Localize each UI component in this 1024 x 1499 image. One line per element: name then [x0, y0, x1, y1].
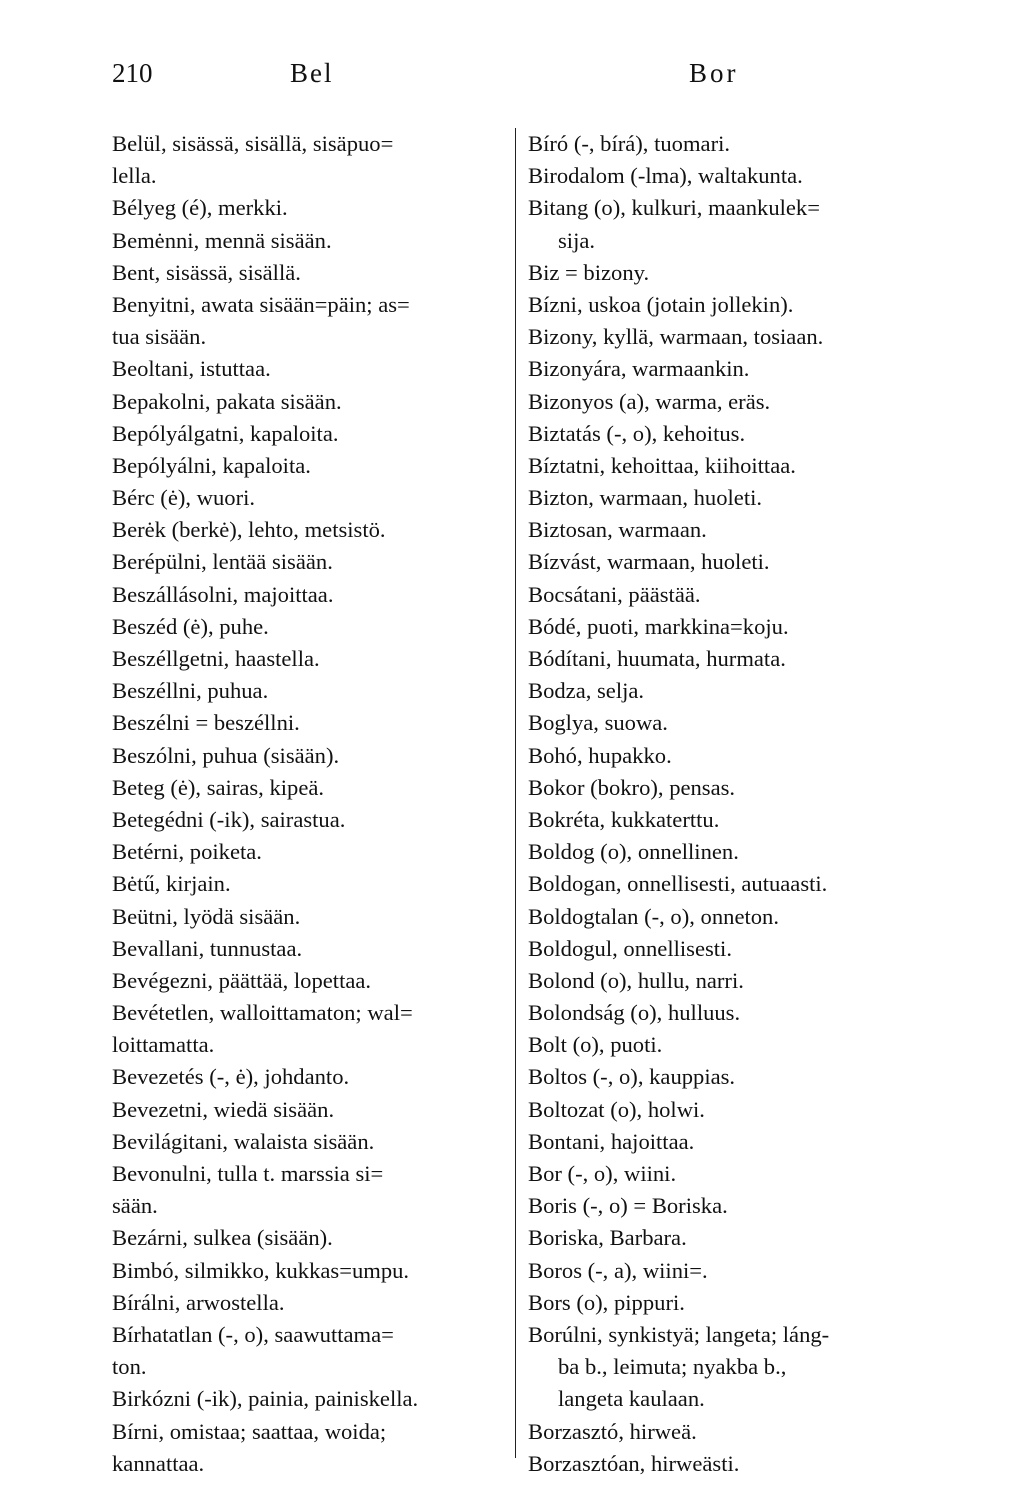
dictionary-line: Bizton, warmaan, huoleti. [528, 485, 763, 511]
dictionary-line: Beszéllgetni, haastella. [112, 646, 320, 671]
dictionary-line: lella. [112, 163, 157, 189]
dictionary-line: Birkózni (-ik), painia, painiskella. [112, 1386, 419, 1412]
dictionary-line: Bors (o), pippuri. [528, 1289, 685, 1315]
dictionary-line: Borzasztó, hirweä. [528, 1418, 697, 1444]
dictionary-line: sään. [112, 1193, 158, 1219]
dictionary-line: Benyitni, awata sisään=päin; as= [112, 291, 410, 317]
dictionary-line: Boglya, suowa. [528, 710, 668, 736]
dictionary-line: Bokréta, kukkaterttu. [528, 806, 720, 832]
dictionary-line: Beszéllni, puhua. [112, 678, 269, 704]
dictionary-line: Belül, sisässä, sisällä, sisäpuo= [112, 131, 394, 156]
dictionary-line: Beütni, lyödä sisään. [112, 903, 301, 929]
dictionary-line: Beteg (ė), sairas, kipeä. [112, 774, 325, 800]
dictionary-line: Bérc (ė), wuori. [112, 485, 256, 511]
dictionary-line: Berėk (berkė), lehto, metsistö. [112, 517, 386, 543]
dictionary-line: Bolondság (o), hulluus. [528, 1000, 741, 1026]
dictionary-line: Birodalom (-lma), waltakunta. [528, 163, 803, 189]
dictionary-line: Biztosan, warmaan. [528, 517, 707, 543]
dictionary-line: Boltos (-, o), kauppias. [528, 1064, 736, 1090]
dictionary-line: Borúlni, synkistyä; langeta; láng- [528, 1321, 830, 1347]
dictionary-line: Beszélni = beszéllni. [112, 710, 300, 736]
dictionary-line: Betegédni (-ik), sairastua. [112, 806, 346, 832]
dictionary-line: sija. [558, 227, 596, 253]
page-number: 210 [112, 58, 153, 88]
left-column [112, 128, 510, 1480]
dictionary-line: ton. [112, 1354, 147, 1380]
dictionary-line: Borzasztóan, hirweästi. [528, 1450, 740, 1476]
dictionary-line: Bėtű, kirjain. [112, 871, 231, 897]
dictionary-line: Bódé, puoti, markkina=koju. [528, 613, 789, 639]
dictionary-line: Bélyeg (é), merkki. [112, 195, 288, 221]
dictionary-line: Bevallani, tunnustaa. [112, 935, 303, 961]
dictionary-line: Bírhatatlan (-, o), saawuttama= [112, 1321, 394, 1347]
dictionary-line: kannattaa. [112, 1450, 205, 1476]
dictionary-line: Boltozat (o), holwi. [528, 1096, 705, 1122]
dictionary-line: Bolond (o), hullu, narri. [528, 967, 744, 993]
dictionary-line: Bevétetlen, walloittamaton; wal= [112, 1000, 413, 1026]
dictionary-line: Boriska, Barbara. [528, 1225, 687, 1251]
dictionary-line: Bor (-, o), wiini. [528, 1161, 677, 1186]
dictionary-line: tua sisään. [112, 324, 207, 350]
dictionary-line: Bevégezni, päättää, lopettaa. [112, 967, 372, 993]
dictionary-line: Boldogan, onnellisesti, autuaasti. [528, 871, 828, 897]
dictionary-line: Bizonyos (a), warma, eräs. [528, 388, 771, 414]
dictionary-line: Bízni, uskoa (jotain jollekin). [528, 291, 794, 317]
dictionary-line: Bíztatni, kehoittaa, kiihoittaa. [528, 452, 796, 478]
dictionary-line: Beszólni, puhua (sisään). [112, 742, 340, 768]
dictionary-line: Bent, sisässä, sisällä. [112, 259, 301, 285]
dictionary-line: Bizonyára, warmaankin. [528, 356, 750, 382]
dictionary-line: Bódítani, huumata, hurmata. [528, 646, 786, 671]
dictionary-line: Bírálni, arwostella. [112, 1289, 285, 1315]
dictionary-line: Boldog (o), onnellinen. [528, 839, 739, 865]
dictionary-line: Beszállásolni, majoittaa. [112, 581, 334, 607]
dictionary-line: Bízvást, warmaan, huoleti. [528, 549, 770, 575]
dictionary-line: Boldogtalan (-, o), onneton. [528, 903, 779, 929]
dictionary-line: Bevezetés (-, ė), johdanto. [112, 1064, 350, 1090]
dictionary-line: Bimbó, silmikko, kukkas=umpu. [112, 1257, 410, 1283]
dictionary-line: Bizony, kyllä, warmaan, tosiaan. [528, 324, 824, 350]
dictionary-line: Bepólyálgatni, kapaloita. [112, 420, 339, 446]
dictionary-line: Bohó, hupakko. [528, 742, 672, 768]
dictionary-line: Biztatás (-, o), kehoitus. [528, 420, 746, 446]
dictionary-line: Biz = bizony. [528, 259, 650, 285]
dictionary-line: Boris (-, o) = Boriska. [528, 1193, 728, 1219]
dictionary-line: Betérni, poiketa. [112, 839, 262, 865]
dictionary-line: Bolt (o), puoti. [528, 1032, 663, 1058]
dictionary-line: Bokor (bokro), pensas. [528, 774, 736, 800]
dictionary-line: loittamatta. [112, 1032, 215, 1058]
dictionary-line: Boros (-, a), wiini=. [528, 1257, 708, 1283]
header-last-word: Bor [689, 58, 739, 88]
dictionary-line: Bezárni, sulkea (sisään). [112, 1225, 333, 1251]
running-header [112, 58, 920, 98]
dictionary-line: Bevonulni, tulla t. marssia si= [112, 1161, 384, 1186]
column-divider [515, 128, 516, 1458]
dictionary-line: Bírni, omistaa; saattaa, woida; [112, 1418, 387, 1444]
dictionary-line: Bíró (-, bírá), tuomari. [528, 131, 731, 156]
dictionary-line: Beszéd (ė), puhe. [112, 613, 269, 639]
dictionary-line: Bemėnni, mennä sisään. [112, 227, 332, 253]
dictionary-line: Bontani, hajoittaa. [528, 1128, 695, 1154]
dictionary-line: Bepakolni, pakata sisään. [112, 388, 342, 414]
dictionary-line: Boldogul, onnellisesti. [528, 935, 732, 961]
header-first-word: Bel [290, 58, 334, 88]
dictionary-line: Bocsátani, päästää. [528, 581, 701, 607]
dictionary-line: ba b., leimuta; nyakba b., [558, 1354, 787, 1380]
dictionary-line: Bevilágitani, walaista sisään. [112, 1128, 375, 1154]
dictionary-line: Bodza, selja. [528, 678, 645, 704]
dictionary-line: Bitang (o), kulkuri, maankulek= [528, 195, 820, 221]
dictionary-line: Bepólyálni, kapaloita. [112, 452, 311, 478]
dictionary-line: Berépülni, lentää sisään. [112, 549, 333, 575]
dictionary-line: langeta kaulaan. [558, 1386, 705, 1412]
right-column [528, 128, 938, 1480]
dictionary-line: Bevezetni, wiedä sisään. [112, 1096, 335, 1122]
dictionary-line: Beoltani, istuttaa. [112, 356, 271, 382]
